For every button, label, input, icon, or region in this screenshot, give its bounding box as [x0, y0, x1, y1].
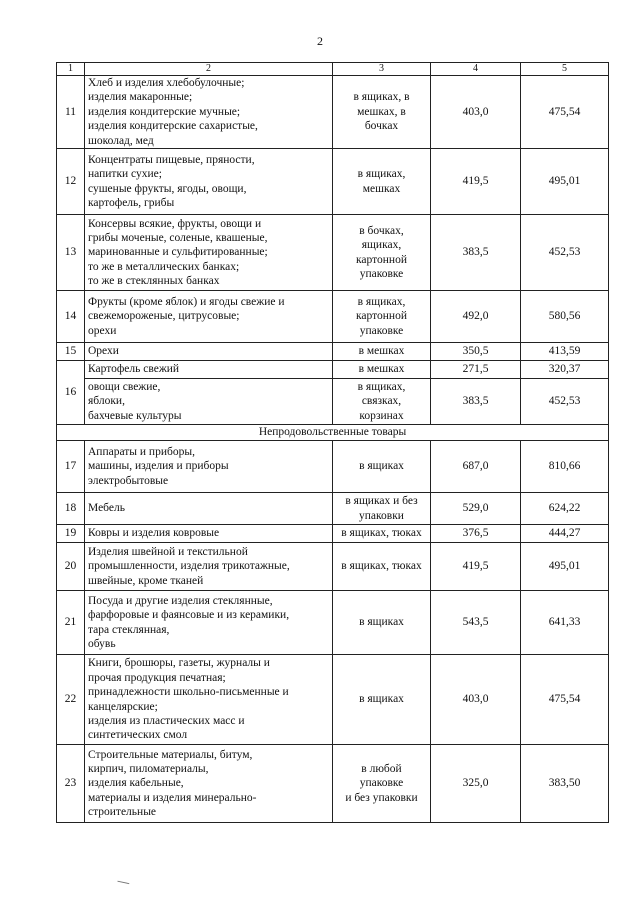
goods-description: Хлеб и изделия хлебобулочные; изделия макаронные; изделия кондитерские мучные; изделия кондитерские сахаристые, шоколад, мед [85, 76, 333, 149]
rate-column-5: 495,01 [521, 149, 609, 215]
rate-column-5: 475,54 [521, 76, 609, 149]
section-header-row [57, 425, 609, 441]
packaging: в ящиках и без упаковки [333, 493, 431, 525]
packaging: в ящиках [333, 655, 431, 745]
packaging: в ящиках, мешках [333, 149, 431, 215]
goods-description: Картофель свежий [85, 361, 333, 379]
rate-column-4: 383,5 [431, 215, 521, 291]
rate-column-5: 495,01 [521, 543, 609, 591]
packaging: в ящиках, связках, корзинах [333, 379, 431, 425]
packaging: в любой упаковке и без упаковки [333, 745, 431, 823]
rate-column-4: 529,0 [431, 493, 521, 525]
row-number: 11 [57, 76, 85, 149]
goods-description: Ковры и изделия ковровые [85, 525, 333, 543]
rate-column-4: 403,0 [431, 76, 521, 149]
rate-column-5: 320,37 [521, 361, 609, 379]
goods-description: Консервы всякие, фрукты, овощи и грибы моченые, соленые, квашеные, маринованные и сульфитированные; то же в металлических банках; то же в стеклянных банках [85, 215, 333, 291]
rate-column-5: 452,53 [521, 215, 609, 291]
rate-column-4: 419,5 [431, 149, 521, 215]
row-number: 18 [57, 493, 85, 525]
column-number: 2 [85, 63, 333, 76]
rate-column-5: 444,27 [521, 525, 609, 543]
goods-description: Аппараты и приборы, машины, изделия и приборы электробытовые [85, 441, 333, 493]
row-number: 13 [57, 215, 85, 291]
rate-column-4: 687,0 [431, 441, 521, 493]
goods-description: Строительные материалы, битум, кирпич, пиломатериалы, изделия кабельные, материалы и изделия минерально- строительные [85, 745, 333, 823]
goods-description: Концентраты пищевые, пряности, напитки сухие; сушеные фрукты, ягоды, овощи, картофель, грибы [85, 149, 333, 215]
row-number: 19 [57, 525, 85, 543]
rate-column-5: 810,66 [521, 441, 609, 493]
page-number: 2 [317, 34, 323, 48]
tariff-table [56, 62, 609, 823]
rate-column-4: 419,5 [431, 543, 521, 591]
column-number: 1 [57, 63, 85, 76]
goods-description: Посуда и другие изделия стеклянные, фарфоровые и фаянсовые и из керамики, тара стеклянная, обувь [85, 591, 333, 655]
rate-column-4: 492,0 [431, 291, 521, 343]
rate-column-5: 580,56 [521, 291, 609, 343]
table-row [57, 493, 609, 525]
packaging: в ящиках, в мешках, в бочках [333, 76, 431, 149]
packaging: в бочках, ящиках, картонной упаковке [333, 215, 431, 291]
packaging: в мешках [333, 343, 431, 361]
goods-description: Фрукты (кроме яблок) и ягоды свежие и свежемороженые, цитрусовые; орехи [85, 291, 333, 343]
row-number: 12 [57, 149, 85, 215]
rate-column-5: 383,50 [521, 745, 609, 823]
table-row [57, 379, 609, 425]
packaging: в ящиках, тюках [333, 525, 431, 543]
table-row [57, 343, 609, 361]
table-row [57, 655, 609, 745]
goods-description: Изделия швейной и текстильной промышленности, изделия трикотажные, швейные, кроме тканей [85, 543, 333, 591]
rate-column-4: 383,5 [431, 379, 521, 425]
column-number: 5 [521, 63, 609, 76]
table-row [57, 525, 609, 543]
packaging: в ящиках, тюках [333, 543, 431, 591]
table-row [57, 149, 609, 215]
row-number: 15 [57, 343, 85, 361]
table-row [57, 543, 609, 591]
row-number: 16 [57, 361, 85, 425]
row-number: 14 [57, 291, 85, 343]
column-number-row [57, 63, 609, 76]
rate-column-4: 403,0 [431, 655, 521, 745]
rate-column-5: 413,59 [521, 343, 609, 361]
row-number: 17 [57, 441, 85, 493]
column-number: 4 [431, 63, 521, 76]
table-row [57, 361, 609, 379]
table-row [57, 591, 609, 655]
section-title: Непродовольственные товары [57, 425, 609, 441]
rate-column-5: 452,53 [521, 379, 609, 425]
goods-description: Книги, брошюры, газеты, журналы и прочая продукция печатная; принадлежности школьно-письменные и канцелярские; изделия из пластических масс и синтетических смол [85, 655, 333, 745]
rate-column-5: 475,54 [521, 655, 609, 745]
table-row [57, 441, 609, 493]
packaging: в ящиках [333, 441, 431, 493]
column-number: 3 [333, 63, 431, 76]
rate-column-4: 325,0 [431, 745, 521, 823]
table-row [57, 291, 609, 343]
row-number: 23 [57, 745, 85, 823]
packaging: в ящиках [333, 591, 431, 655]
table-row [57, 76, 609, 149]
row-number: 20 [57, 543, 85, 591]
goods-description: Орехи [85, 343, 333, 361]
rate-column-5: 641,33 [521, 591, 609, 655]
rate-column-4: 350,5 [431, 343, 521, 361]
rate-column-4: 376,5 [431, 525, 521, 543]
rate-column-4: 543,5 [431, 591, 521, 655]
packaging: в ящиках, картонной упаковке [333, 291, 431, 343]
row-number: 22 [57, 655, 85, 745]
goods-description: Мебель [85, 493, 333, 525]
rate-column-5: 624,22 [521, 493, 609, 525]
packaging: в мешках [333, 361, 431, 379]
row-number: 21 [57, 591, 85, 655]
scan-mark [117, 875, 130, 884]
table-row [57, 215, 609, 291]
table-row [57, 745, 609, 823]
rate-column-4: 271,5 [431, 361, 521, 379]
goods-description: овощи свежие, яблоки, бахчевые культуры [85, 379, 333, 425]
